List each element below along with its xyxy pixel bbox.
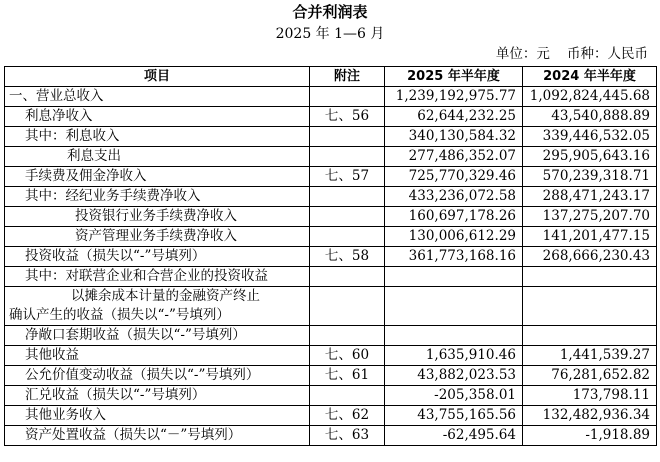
table-row [5,187,657,207]
row-value-2024: -1,918.89 [523,426,657,446]
row-note [310,326,385,346]
table-row [5,386,657,406]
row-item-label: 投资收益（损失以“-”号填列） [5,247,310,267]
row-value-2024: 173,798.11 [523,386,657,406]
row-note [310,386,385,406]
row-item-label: 手续费及佣金净收入 [5,167,310,187]
row-note [310,287,385,326]
row-value-2025 [385,326,523,346]
row-item-label: 利息支出 [5,147,310,167]
row-note: 七、63 [310,426,385,446]
row-item-label: 资产处置收益（损失以“－”号填列） [5,426,310,446]
table-row [5,147,657,167]
row-item-label: 汇兑收益（损失以“-”号填列） [5,386,310,406]
row-note [310,207,385,227]
row-value-2024 [523,287,657,326]
row-value-2025: 277,486,352.07 [385,147,523,167]
row-item-label: 净敞口套期收益（损失以“-”号填列） [5,326,310,346]
row-value-2024: 137,275,207.70 [523,207,657,227]
row-item-label: 其中：经纪业务手续费净收入 [5,187,310,207]
table-row [5,406,657,426]
row-item-label-line2: 确认产生的收益（损失以“-”号填列） [9,307,230,323]
table-row [5,326,657,346]
row-note: 七、60 [310,346,385,366]
row-note [310,87,385,107]
row-value-2025 [385,267,523,287]
column-header-note: 附注 [310,67,385,87]
statement-title: 合并利润表 [292,3,368,21]
row-value-2025: 62,644,232.25 [385,107,523,127]
table-row [5,87,657,107]
row-value-2024: 1,441,539.27 [523,346,657,366]
row-note [310,187,385,207]
row-value-2024: 43,540,888.89 [523,107,657,127]
row-value-2024: 339,446,532.05 [523,127,657,147]
row-item-label: 其中：利息收入 [5,127,310,147]
row-value-2025: 43,882,023.53 [385,366,523,386]
row-value-2024 [523,326,657,346]
currency-unit-label: 单位：元 币种：人民币 [495,46,648,62]
row-value-2024: 132,482,936.34 [523,406,657,426]
row-value-2025: 43,755,165.56 [385,406,523,426]
row-value-2025: 725,770,329.46 [385,167,523,187]
table-row [5,267,657,287]
row-item-label: 其他业务收入 [5,406,310,426]
income-statement-table [4,66,657,446]
row-note: 七、58 [310,247,385,267]
table-row [5,207,657,227]
table-row [5,366,657,386]
row-item-label: 其中：对联营企业和合营企业的投资收益 [5,267,310,287]
row-value-2025: 130,006,612.29 [385,227,523,247]
row-item-label: 公允价值变动收益（损失以“-”号填列） [5,366,310,386]
column-header-2024: 2024 年半年度 [523,67,657,87]
row-item-label-line1: 以摊余成本计量的金融资产终止 [71,288,260,304]
table-row [5,167,657,187]
row-note [310,267,385,287]
row-value-2025: 1,635,910.46 [385,346,523,366]
table-row [5,227,657,247]
row-value-2025: 340,130,584.32 [385,127,523,147]
row-value-2025 [385,287,523,326]
table-row [5,426,657,446]
row-item-label: 投资银行业务手续费净收入 [5,207,310,227]
row-value-2024: 1,092,824,445.68 [523,87,657,107]
row-value-2025: -205,358.01 [385,386,523,406]
row-value-2024: 288,471,243.17 [523,187,657,207]
row-value-2024: 295,905,643.16 [523,147,657,167]
statement-period: 2025 年 1—6 月 [275,26,385,42]
row-value-2024 [523,267,657,287]
row-item-label: 资产管理业务手续费净收入 [5,227,310,247]
column-header-2025: 2025 年半年度 [385,67,523,87]
row-note [310,147,385,167]
table-row [5,127,657,147]
row-note [310,227,385,247]
row-item-label: 一、营业总收入 [5,87,310,107]
row-value-2024: 268,666,230.43 [523,247,657,267]
row-value-2025: 433,236,072.58 [385,187,523,207]
table-row [5,346,657,366]
row-value-2025: 1,239,192,975.77 [385,87,523,107]
row-note: 七、61 [310,366,385,386]
row-note: 七、57 [310,167,385,187]
table-row [5,247,657,267]
row-value-2024: 76,281,652.82 [523,366,657,386]
table-header-row [5,67,657,87]
row-note [310,127,385,147]
row-note: 七、56 [310,107,385,127]
row-value-2024: 570,239,318.71 [523,167,657,187]
table-row [5,287,657,326]
row-value-2025: -62,495.64 [385,426,523,446]
row-note: 七、62 [310,406,385,426]
row-value-2024: 141,201,477.15 [523,227,657,247]
row-value-2025: 160,697,178.26 [385,207,523,227]
row-item-label: 利息净收入 [5,107,310,127]
row-item-label-multiline [5,287,310,326]
column-header-item: 项目 [5,67,310,87]
row-value-2025: 361,773,168.16 [385,247,523,267]
table-row [5,107,657,127]
row-item-label: 其他收益 [5,346,310,366]
